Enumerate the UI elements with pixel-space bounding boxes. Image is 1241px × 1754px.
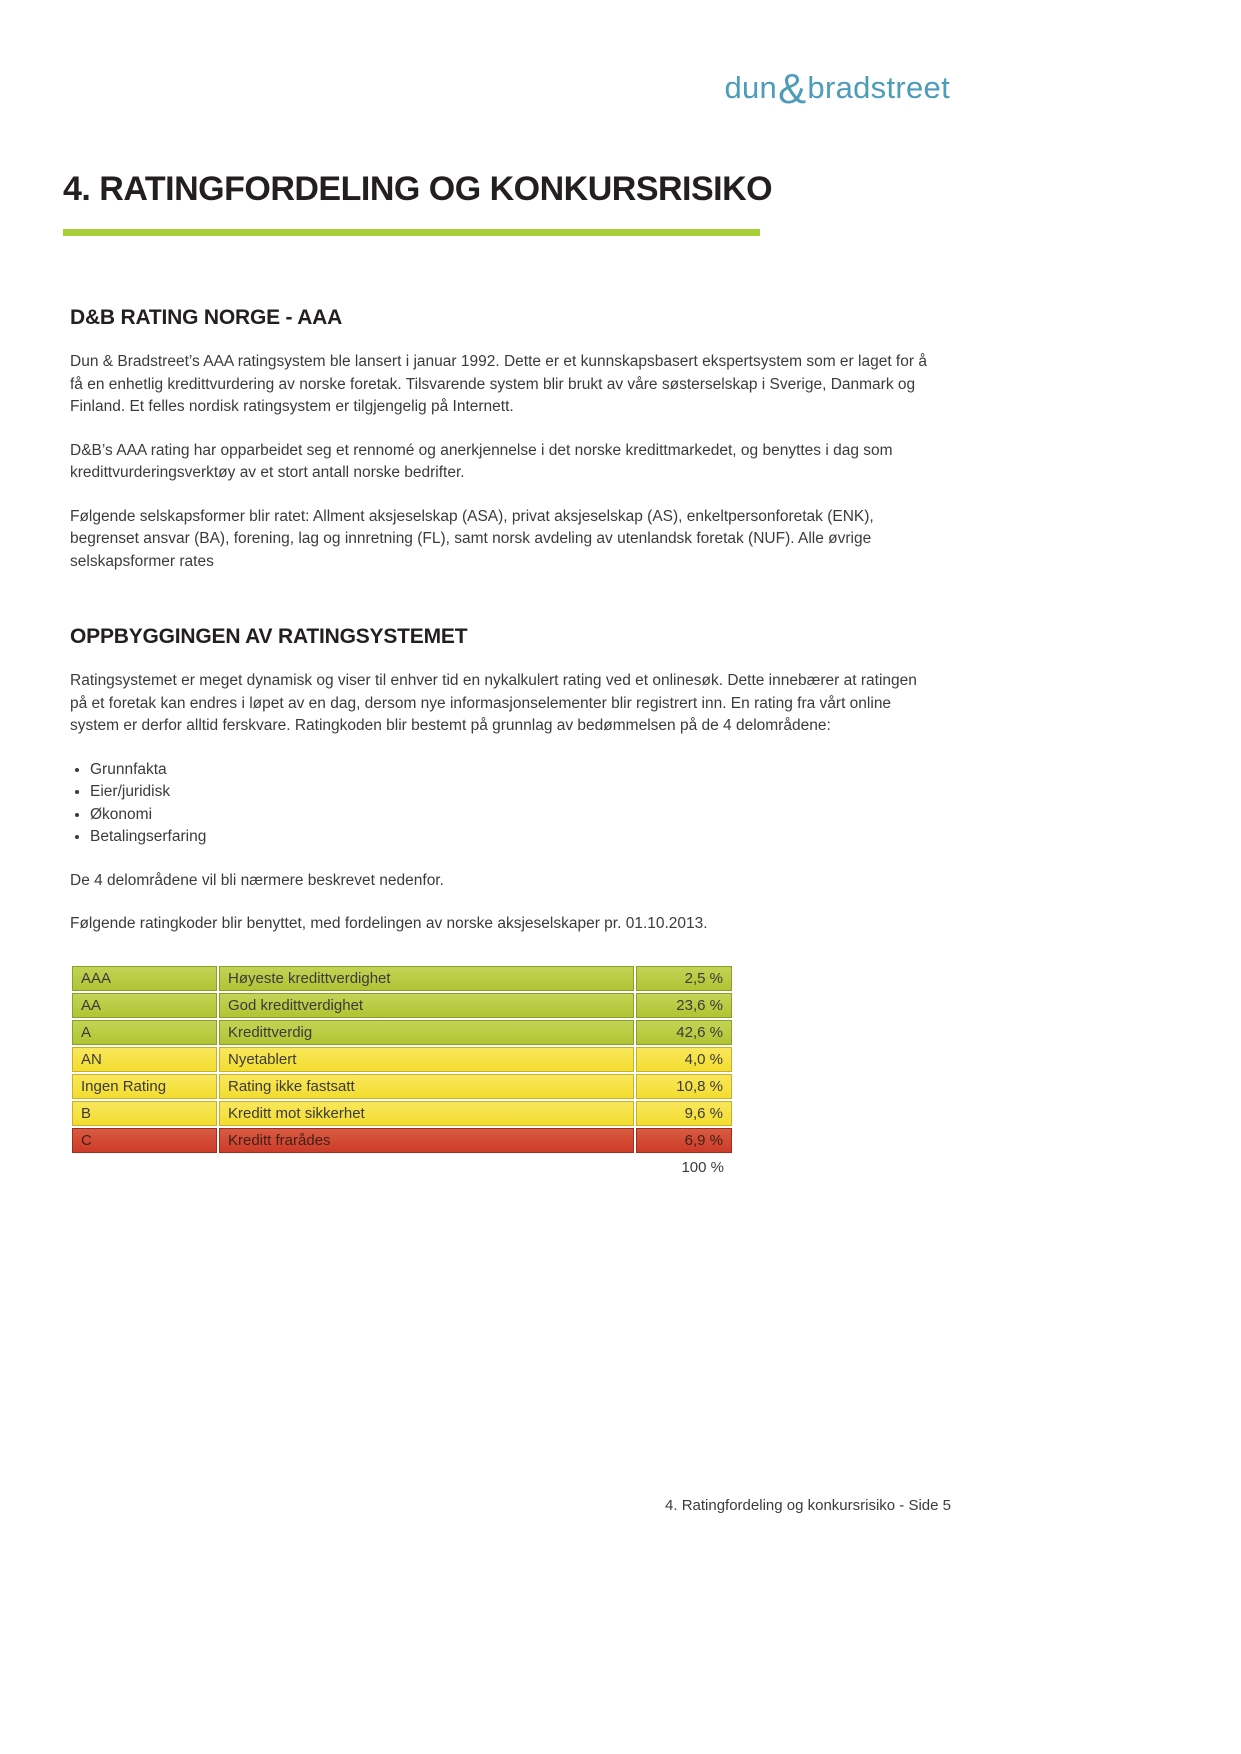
title-underline-bar xyxy=(63,229,760,236)
list-item: • Økonomi xyxy=(90,804,930,827)
logo-word-bradstreet: bradstreet xyxy=(807,70,950,105)
rating-code-cell: C xyxy=(72,1128,217,1153)
paragraph: De 4 delområdene vil bli nærmere beskrevet nedenfor. xyxy=(70,871,444,889)
rating-desc-cell: Høyeste kredittverdighet xyxy=(219,966,634,991)
list-item: • Eier/juridisk xyxy=(90,781,930,804)
rating-desc-cell: Kreditt mot sikkerhet xyxy=(219,1101,634,1126)
rating-distribution-table xyxy=(70,964,734,1155)
rating-code-cell: AAA xyxy=(72,966,217,991)
table-row xyxy=(72,1020,732,1045)
table-row xyxy=(72,1128,732,1153)
header xyxy=(0,0,1241,112)
section-heading-db-rating-norge: D&B RATING NORGE - AAA xyxy=(70,306,343,329)
paragraph: Dun & Bradstreet’s AAA ratingsystem ble lansert i januar 1992. Dette er et kunnskapsbasert ekspertsystem som er laget for å få en enhetlig kredittvurdering av norske foretak. Tilsvarende system blir brukt av våre søsterselskap i Sverige, Danmark og Finland. Et felles nordisk ratingsystem er tilgjengelig på Internett. xyxy=(70,353,927,415)
dun-bradstreet-logo xyxy=(724,65,950,112)
content-column xyxy=(70,306,930,1176)
rating-desc-cell: Rating ikke fastsatt xyxy=(219,1074,634,1099)
table-row xyxy=(72,1047,732,1072)
paragraph: Følgende ratingkoder blir benyttet, med fordelingen av norske aksjeselskaper pr. 01.10.2013. xyxy=(70,915,708,932)
page-footer: 4. Ratingfordeling og konkursrisiko - Side 5 xyxy=(665,1497,951,1514)
rating-pct-cell: 6,9 % xyxy=(636,1128,732,1153)
table-row xyxy=(72,1074,732,1099)
paragraph: D&B’s AAA rating har opparbeidet seg et rennomé og anerkjennelse i det norske kredittmarkedet, og benyttes i dag som kredittvurderingsverktøy av et stort antall norske bedrifter. xyxy=(70,441,893,481)
logo-ampersand: & xyxy=(778,65,807,112)
rating-desc-cell: Nyetablert xyxy=(219,1047,634,1072)
rating-code-cell: Ingen Rating xyxy=(72,1074,217,1099)
rating-pct-cell: 10,8 % xyxy=(636,1074,732,1099)
rating-pct-cell: 9,6 % xyxy=(636,1101,732,1126)
paragraph: Ratingsystemet er meget dynamisk og viser til enhver tid en nykalkulert rating ved et onlinesøk. Dette innebærer at ratingen på et foretak kan endres i løpet av en dag, dersom nye informasjonselementer blir registrert inn. En rating fra vårt online system er derfor alltid ferskvare. Ratingkoden blir bestemt på grunnlag av bedømmelsen på de 4 delområdene: xyxy=(70,672,917,734)
rating-pct-cell: 2,5 % xyxy=(636,966,732,991)
rating-desc-cell: God kredittverdighet xyxy=(219,993,634,1018)
list-item: • Grunnfakta xyxy=(90,759,930,782)
table-row xyxy=(72,1101,732,1126)
rating-desc-cell: Kreditt frarådes xyxy=(219,1128,634,1153)
logo-word-dun: dun xyxy=(724,70,778,105)
rating-pct-cell: 23,6 % xyxy=(636,993,732,1018)
page-title: 4. RATINGFORDELING OG KONKURSRISIKO xyxy=(63,170,773,208)
rating-code-cell: B xyxy=(72,1101,217,1126)
list-item: • Betalingserfaring xyxy=(90,826,930,849)
section-heading-oppbyggingen: OPPBYGGINGEN AV RATINGSYSTEMET xyxy=(70,625,468,648)
table-total: 100 % xyxy=(681,1158,724,1176)
rating-areas-list xyxy=(70,759,930,849)
rating-desc-cell: Kredittverdig xyxy=(219,1020,634,1045)
paragraph: Følgende selskapsformer blir ratet: Allment aksjeselskap (ASA), privat aksjeselskap (AS), enkeltpersonforetak (ENK), begrenset ansvar (BA), forening, lag og innretning (FL), samt norsk avdeling av utenlandsk foretak (NUF). Alle øvrige selskapsformer rates xyxy=(70,507,874,570)
rating-pct-cell: 4,0 % xyxy=(636,1047,732,1072)
rating-code-cell: AA xyxy=(72,993,217,1018)
rating-pct-cell: 42,6 % xyxy=(636,1020,732,1045)
table-row xyxy=(72,966,732,991)
rating-code-cell: AN xyxy=(72,1047,217,1072)
rating-code-cell: A xyxy=(72,1020,217,1045)
table-row xyxy=(72,993,732,1018)
